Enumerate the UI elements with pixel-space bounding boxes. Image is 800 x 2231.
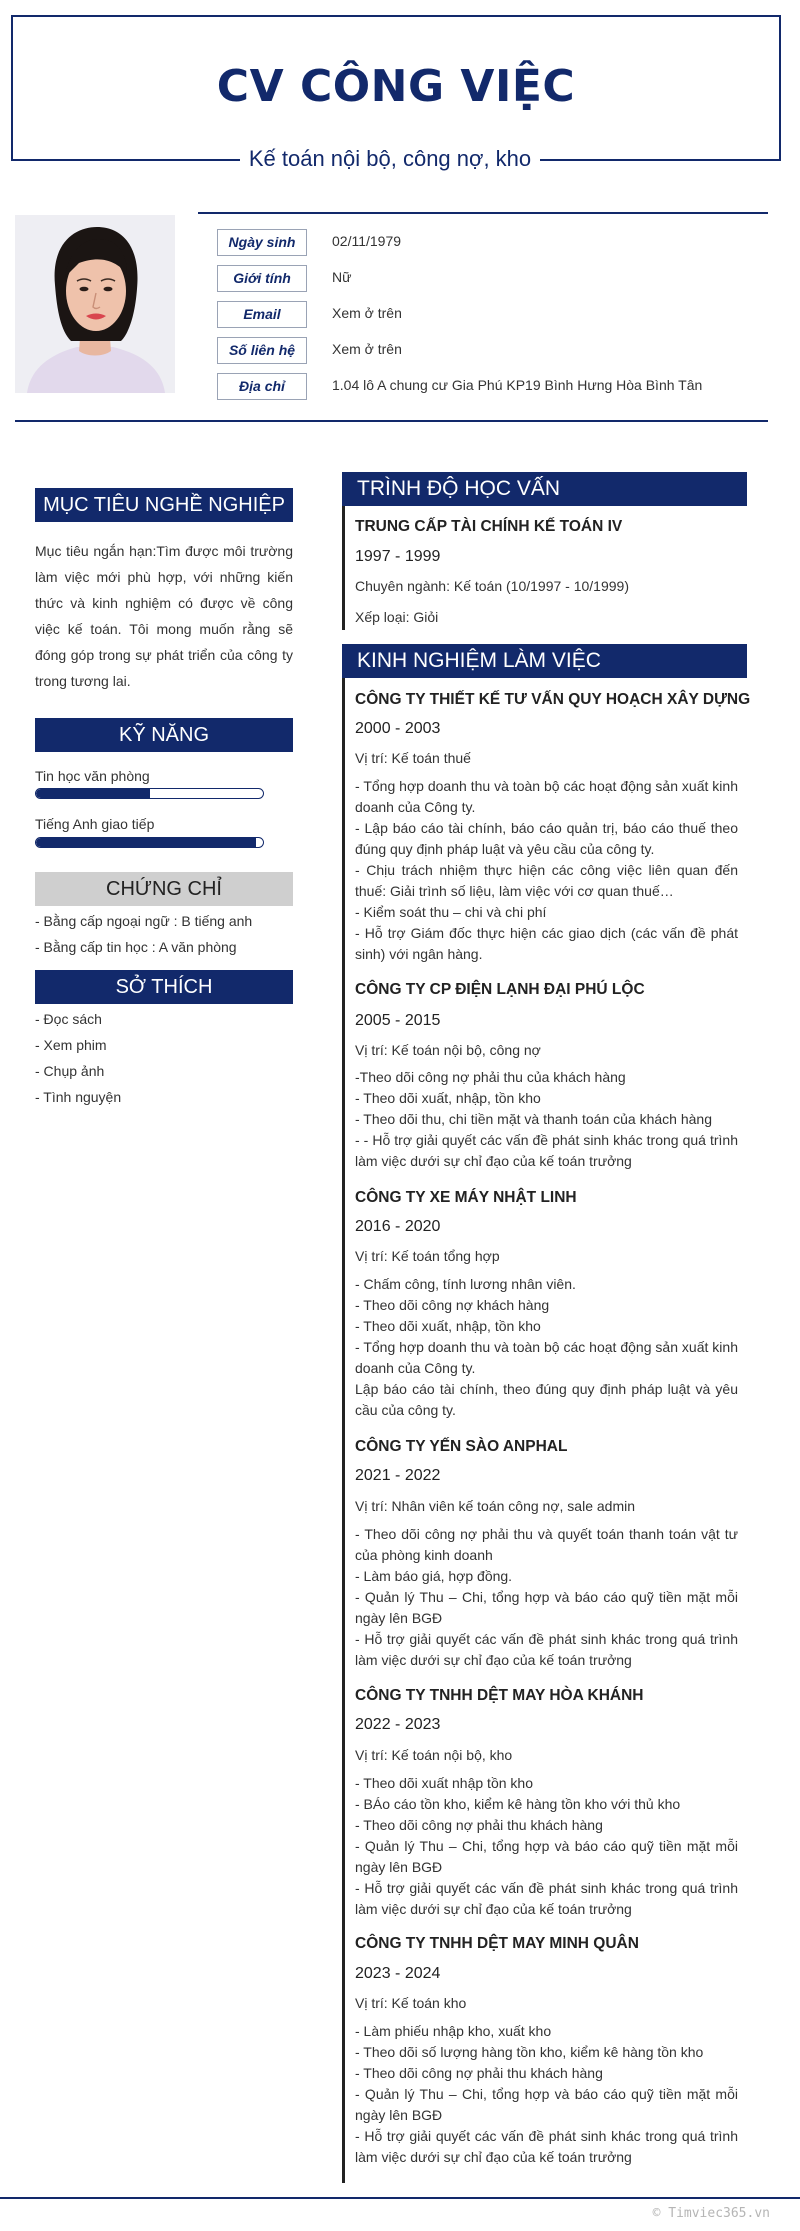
watermark: © Timviec365.vn <box>652 2206 770 2221</box>
job-position: Vị trí: Kế toán nội bộ, kho <box>355 1747 513 1763</box>
hobbies-heading: SỞ THÍCH <box>35 970 293 1004</box>
job-period: 2005 - 2015 <box>355 1012 441 1029</box>
education-major: Chuyên ngành: Kế toán (10/1997 - 10/1999) <box>355 578 629 594</box>
job-period: 2023 - 2024 <box>355 1965 441 1982</box>
job-position: Vị trí: Nhân viên kế toán công nợ, sale admin <box>355 1498 635 1514</box>
certificates-heading: CHỨNG CHỈ <box>35 872 293 906</box>
job-period: 2000 - 2003 <box>355 720 441 737</box>
info-value: Nữ <box>332 269 352 285</box>
hobby-item: - Xem phim <box>35 1037 107 1053</box>
hobby-item: - Đọc sách <box>35 1011 102 1027</box>
header-frame <box>11 15 781 161</box>
education-rule <box>342 506 345 630</box>
profile-photo <box>15 215 175 393</box>
cv-subtitle: Kế toán nội bộ, công nợ, kho <box>240 142 540 176</box>
job-period: 2022 - 2023 <box>355 1716 441 1733</box>
job-company: CÔNG TY YẾN SÀO ANPHAL <box>355 1438 568 1455</box>
job-details: - Chấm công, tính lương nhân viên. - Theo dõi công nợ khách hàng - Theo dõi xuất, nhập, tồn kho - Tổng hợp doanh thu và toàn bộ các hoạt động sản xuất kinh doanh của Công ty. Lập báo cáo tài chính, theo đúng quy định pháp luật và yêu cầu của công ty. <box>355 1276 738 1418</box>
job-company: CÔNG TY THIẾT KẾ TƯ VẤN QUY HOẠCH XÂY DỰNG <box>355 691 751 708</box>
experience-heading: KINH NGHIỆM LÀM VIỆC <box>342 644 747 678</box>
skill-name: Tiếng Anh giao tiếp <box>35 816 155 832</box>
education-period: 1997 - 1999 <box>355 548 441 565</box>
education-grade: Xếp loại: Giỏi <box>355 609 439 625</box>
job-details: - Theo dõi xuất nhập tồn kho - BÁo cáo tồn kho, kiểm kê hàng tồn kho với thủ kho - Theo dõi công nợ phải thu khách hàng - Quản lý Thu – Chi, tổng hợp và báo cáo quỹ tiền mặt mỗi ngày lên BGĐ - Hỗ trợ giải quyết các vấn đề phát sinh khác trong quá trình làm việc dưới sự chỉ đạo của kế toán trưởng <box>355 1775 738 1917</box>
info-label: Email <box>217 301 307 328</box>
info-bottom-rule <box>15 420 768 422</box>
job-position: Vị trí: Kế toán thuế <box>355 750 471 766</box>
hobby-item: - Chụp ảnh <box>35 1063 105 1079</box>
job-period: 2021 - 2022 <box>355 1467 441 1484</box>
info-label: Giới tính <box>217 265 307 292</box>
job-company: CÔNG TY XE MÁY NHẬT LINH <box>355 1189 577 1206</box>
job-company: CÔNG TY CP ĐIỆN LẠNH ĐẠI PHÚ LỘC <box>355 981 645 998</box>
skill-bar <box>35 788 264 799</box>
cv-title: CV CÔNG VIỆC <box>216 61 576 112</box>
certificate-item: - Bằng cấp tin học : A văn phòng <box>35 939 237 955</box>
job-company: CÔNG TY TNHH DỆT MAY MINH QUÂN <box>355 1935 639 1952</box>
info-label: Địa chỉ <box>217 373 307 400</box>
skill-level-fill <box>36 838 256 847</box>
info-label: Số liên hệ <box>217 337 307 364</box>
job-details: -Theo dõi công nợ phải thu của khách hàng - Theo dõi xuất, nhập, tồn kho - Theo dõi thu, chi tiền mặt và thanh toán của khách hàng - - Hỗ trợ giải quyết các vấn đề phát sinh khác trong quá trình làm việc dưới sự chỉ đạo của kế toán trưởng <box>355 1069 738 1169</box>
certificate-item: - Bằng cấp ngoại ngữ : B tiếng anh <box>35 913 253 929</box>
skills-heading: KỸ NĂNG <box>35 718 293 752</box>
info-value: 1.04 lô A chung cư Gia Phú KP19 Bình Hưng Hòa Bình Tân <box>332 377 703 393</box>
job-details: - Tổng hợp doanh thu và toàn bộ các hoạt động sản xuất kinh doanh của Công ty. - Lập báo cáo tài chính, báo cáo quản trị, báo cáo thuế theo đúng quy định pháp luật và yêu cầu của công ty. - Chịu trách nhiệm thực hiện các công việc liên quan đến thuế: Giải trình số liệu, làm việc với cơ quan thuế… - Kiểm soát thu – chi và chi phí - Hỗ trợ Giám đốc thực hiện các giao dịch (các vấn đề phát sinh) với ngân hàng. <box>355 778 738 962</box>
job-position: Vị trí: Kế toán tổng hợp <box>355 1248 500 1264</box>
footer-rule <box>0 2197 800 2199</box>
info-value: 02/11/1979 <box>332 233 402 249</box>
job-position: Vị trí: Kế toán kho <box>355 1995 467 2011</box>
objective-text: Mục tiêu ngắn hạn:Tìm được môi trường làm việc mới phù hợp, với những kiến thức và kinh nghiệm có được về công việc kế toán. Tôi mong muốn rằng sẽ đóng góp trong sự phát triển của công ty trong tương lai. <box>35 543 293 689</box>
experience-rule <box>342 678 345 2183</box>
job-company: CÔNG TY TNHH DỆT MAY HÒA KHÁNH <box>355 1687 644 1704</box>
job-position: Vị trí: Kế toán nội bộ, công nợ <box>355 1042 541 1058</box>
skill-bar <box>35 837 264 848</box>
education-school: TRUNG CẤP TÀI CHÍNH KẾ TOÁN IV <box>355 518 623 535</box>
job-details: - Làm phiếu nhập kho, xuất kho - Theo dõi số lượng hàng tồn kho, kiểm kê hàng tồn kho - Theo dõi công nợ phải thu khách hàng - Quản lý Thu – Chi, tổng hợp và báo cáo quỹ tiền mặt mỗi ngày lên BGĐ - Hỗ trợ giải quyết các vấn đề phát sinh khác trong quá trình làm việc dưới sự chỉ đạo của kế toán trưởng <box>355 2023 738 2165</box>
info-label: Ngày sinh <box>217 229 307 256</box>
education-heading: TRÌNH ĐỘ HỌC VẤN <box>342 472 747 506</box>
hobby-item: - Tình nguyện <box>35 1089 122 1105</box>
info-top-rule <box>198 212 768 214</box>
skill-level-fill <box>36 789 150 798</box>
info-value: Xem ở trên <box>332 305 402 321</box>
info-value: Xem ở trên <box>332 341 402 357</box>
skill-name: Tin học văn phòng <box>35 768 150 784</box>
job-details: - Theo dõi công nợ phải thu và quyết toán thanh toán vật tư của phòng kinh doanh - Làm báo giá, hợp đồng. - Quản lý Thu – Chi, tổng hợp và báo cáo quỹ tiền mặt mỗi ngày lên BGĐ - Hỗ trợ giải quyết các vấn đề phát sinh khác trong quá trình làm việc dưới sự chỉ đạo của kế toán trưởng <box>355 1526 738 1668</box>
objective-heading: MỤC TIÊU NGHỀ NGHIỆP <box>35 488 293 522</box>
job-period: 2016 - 2020 <box>355 1218 441 1235</box>
